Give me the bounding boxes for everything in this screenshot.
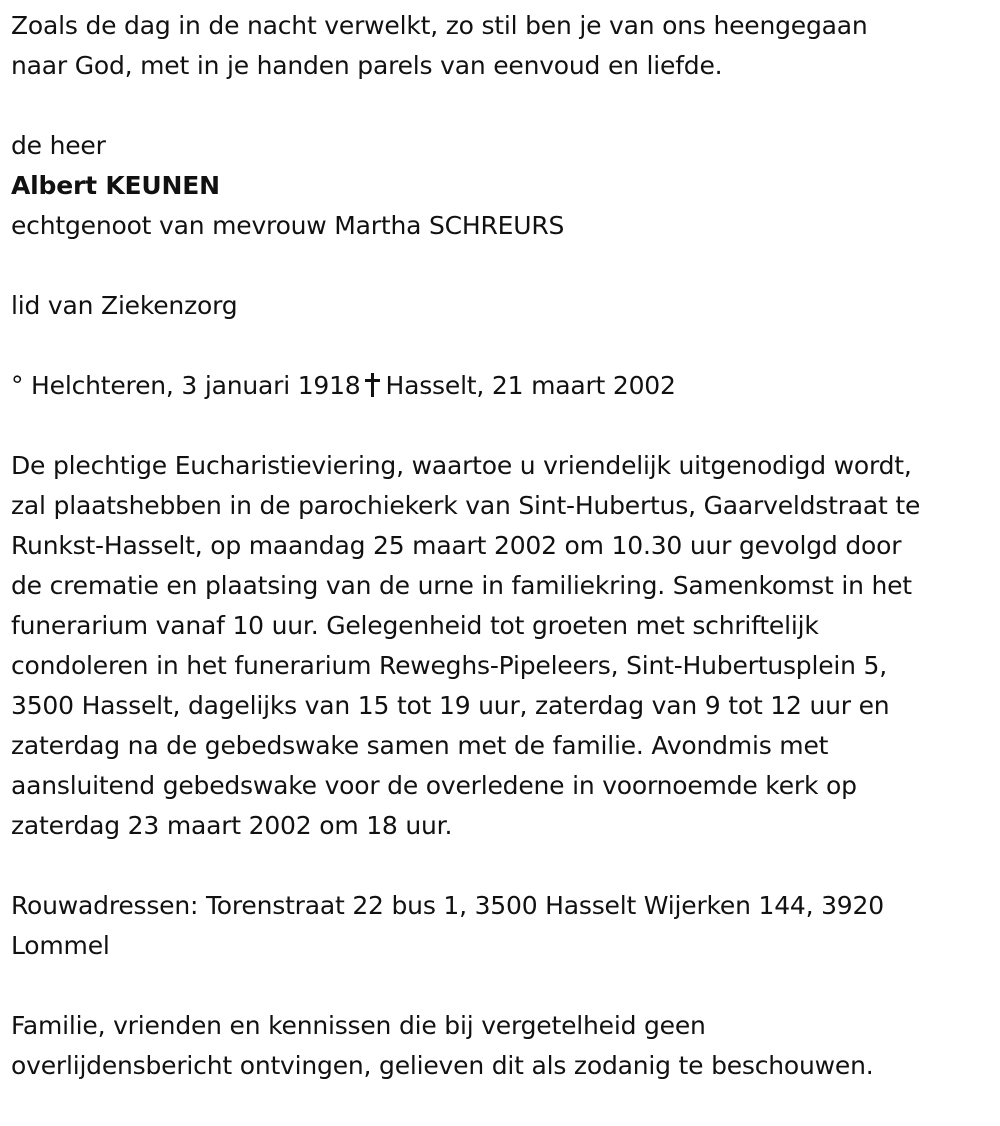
membership-line: lid van Ziekenzorg bbox=[11, 291, 238, 320]
mourning-addresses: Rouwadressen: Torenstraat 22 bus 1, 3500 Hasselt Wijerken 144, 3920 Lommel bbox=[11, 891, 884, 960]
obituary-notice bbox=[11, 6, 996, 1126]
deceased-name: Albert KEUNEN bbox=[11, 171, 220, 200]
spouse-line: echtgenoot van mevrouw Martha SCHREURS bbox=[11, 211, 565, 240]
honorific: de heer bbox=[11, 131, 106, 160]
life-dates bbox=[11, 366, 996, 406]
ceremony-text: De plechtige Eucharistieviering, waartoe u vriendelijk uitgenodigd wordt, zal plaatshebben in de parochiekerk van Sint-Hubertus, Gaarveldstraat te Runkst-Hasselt, op maandag 25 maart 2002 om 10.30 uur gevolgd door de crematie en plaatsing van de urne in familiekring. Samenkomst in het funerarium vanaf 10 uur. Gelegenheid tot groeten met schriftelijk condoleren in het funerarium Reweghs-Pipeleers, Sint-Hubertusplein 5, 3500 Hasselt, dagelijks van 15 tot 19 uur, zaterdag van 9 tot 12 uur en zaterdag na de gebedswake samen met de familie. Avondmis met aansluitend gebedswake voor de overledene in voornoemde kerk op zaterdag 23 maart 2002 om 18 uur. bbox=[11, 451, 921, 840]
deceased-info bbox=[11, 126, 996, 246]
poem-text: Zoals de dag in de nacht verwelkt, zo stil ben je van ons heengegaan naar God, met in je handen parels van eenvoud en liefde. bbox=[11, 11, 868, 80]
birth-date: ° Helchteren, 3 januari 1918 bbox=[11, 371, 361, 400]
closing-text: Familie, vrienden en kennissen die bij vergetelheid geen overlijdensbericht ontvingen, gelieven dit als zodanig te beschouwen. bbox=[11, 1011, 874, 1080]
death-date: Hasselt, 21 maart 2002 bbox=[385, 371, 676, 400]
cross-icon bbox=[365, 373, 379, 397]
